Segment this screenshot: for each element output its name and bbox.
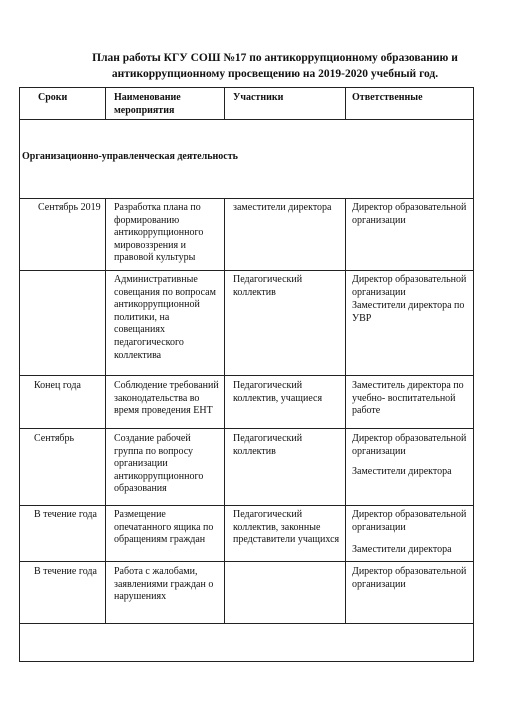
row5-responsible-2: Заместители директора <box>352 544 452 555</box>
col-divider <box>345 88 346 119</box>
row1-term: Сентябрь 2019 <box>38 202 101 213</box>
row-divider <box>20 270 473 271</box>
col-divider <box>345 198 346 623</box>
row3-responsible: Заместитель директора по учебно- воспитательной работе <box>352 380 464 417</box>
header-term: Сроки <box>38 92 68 103</box>
row-divider <box>20 428 473 429</box>
col-divider <box>224 198 225 623</box>
row3-name: Соблюдение требований законодательства во время проведения ЕНТ <box>114 380 219 417</box>
plan-table <box>19 87 474 662</box>
row-divider <box>20 119 473 120</box>
row4-responsible-2: Заместители директора <box>352 466 452 477</box>
row-divider <box>20 561 473 562</box>
document-title <box>60 50 490 82</box>
title-line-2: антикоррупционному просвещению на 2019-2020 учебный год. <box>111 68 439 80</box>
header-participants: Участники <box>233 92 284 103</box>
row6-term: В течение года <box>34 566 97 577</box>
row2-name: Административные совещания по вопросам антикоррупционной политики, на совещаниях педагогического коллектива <box>114 274 216 361</box>
row5-name: Размещение опечатанного ящика по обращениям граждан <box>114 509 214 546</box>
col-divider <box>105 88 106 119</box>
row1-name: Разработка плана по формированию антикоррупционного мировоззрения и правовой культуры <box>114 202 204 264</box>
row3-term: Конец года <box>34 380 81 391</box>
row2-responsible-2: Заместители директора по УВР <box>352 300 465 324</box>
row4-participants: Педагогический коллектив <box>233 433 303 457</box>
row6-responsible: Директор образовательной организации <box>352 566 467 590</box>
row5-term: В течение года <box>34 509 97 520</box>
col-divider <box>224 88 225 119</box>
header-name: Наименование мероприятия <box>114 92 181 116</box>
row-divider <box>20 623 473 624</box>
row-divider <box>20 375 473 376</box>
row5-participants: Педагогический коллектив, законные представители учащихся <box>233 509 340 546</box>
row2-responsible-1: Директор образовательной организации <box>352 274 467 298</box>
title-line-1: План работы КГУ СОШ №17 по антикоррупционному образованию и <box>92 52 458 64</box>
row-divider <box>20 505 473 506</box>
row3-participants: Педагогический коллектив, учащиеся <box>233 380 323 404</box>
col-divider <box>105 198 106 623</box>
row4-name: Создание рабочей группа по вопросу организации антикоррупционного образования <box>114 433 204 495</box>
header-responsible: Ответственные <box>352 92 423 103</box>
row5-responsible-1: Директор образовательной организации <box>352 509 467 533</box>
row4-responsible-1: Директор образовательной организации <box>352 433 467 457</box>
row-divider <box>20 198 473 199</box>
section-title: Организационно-управленческая деятельность <box>22 151 238 162</box>
row4-term: Сентябрь <box>34 433 75 444</box>
row1-responsible: Директор образовательной организации <box>352 202 467 226</box>
row1-participants: заместители директора <box>233 202 332 213</box>
row6-name: Работа с жалобами, заявлениями граждан о нарушениях <box>114 566 214 603</box>
row2-participants: Педагогический коллектив <box>233 274 303 298</box>
